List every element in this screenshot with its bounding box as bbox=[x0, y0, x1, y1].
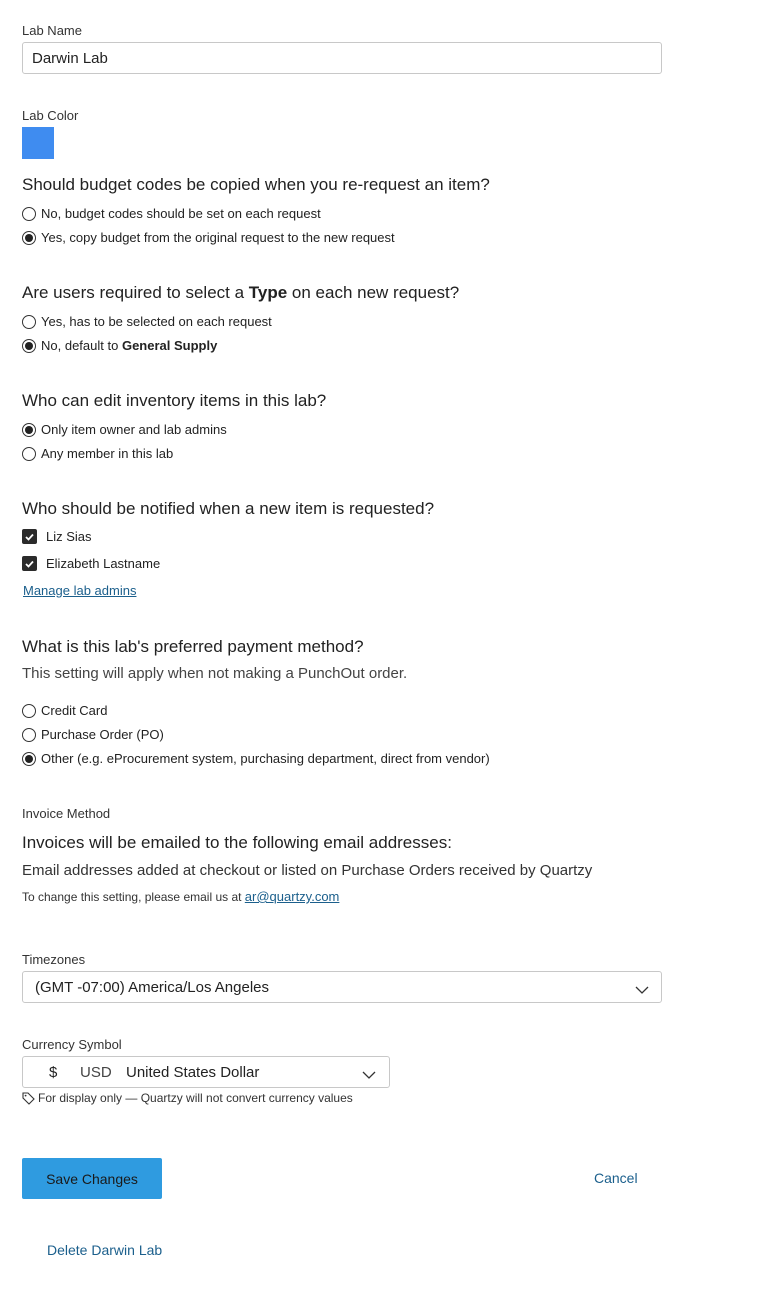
radio-selected-icon[interactable] bbox=[22, 339, 36, 353]
type-required-option-yes[interactable] bbox=[22, 314, 272, 329]
option-label: Any member in this lab bbox=[41, 446, 174, 461]
type-required-option-no[interactable] bbox=[22, 338, 217, 353]
currency-code: USD bbox=[80, 1064, 112, 1081]
radio-icon[interactable] bbox=[22, 207, 36, 221]
notify-person-liz[interactable] bbox=[22, 529, 92, 544]
radio-selected-icon[interactable] bbox=[22, 752, 36, 766]
manage-lab-admins-link[interactable]: Manage lab admins bbox=[23, 583, 137, 598]
lab-name-value: Darwin Lab bbox=[32, 49, 108, 67]
lab-name-label: Lab Name bbox=[22, 23, 82, 38]
option-label: Credit Card bbox=[41, 703, 108, 718]
radio-icon[interactable] bbox=[22, 447, 36, 461]
person-name: Elizabeth Lastname bbox=[46, 556, 161, 571]
radio-icon[interactable] bbox=[22, 315, 36, 329]
invoice-method-label: Invoice Method bbox=[22, 806, 111, 821]
payment-question: What is this lab's preferred payment method? bbox=[22, 637, 364, 656]
option-label: No, budget codes should be set on each request bbox=[41, 206, 321, 221]
question-text: on each new request? bbox=[287, 283, 460, 302]
currency-note-text: For display only — Quartzy will not convert currency values bbox=[38, 1091, 353, 1105]
person-name: Liz Sias bbox=[46, 529, 92, 544]
currency-label: Currency Symbol bbox=[22, 1037, 122, 1052]
budget-codes-option-yes[interactable] bbox=[22, 230, 395, 245]
payment-option-other[interactable] bbox=[22, 751, 490, 766]
invoice-note-text: To change this setting, please email us at bbox=[22, 890, 245, 904]
currency-symbol: $ bbox=[49, 1064, 58, 1081]
chevron-down-icon bbox=[362, 1067, 376, 1084]
currency-select[interactable] bbox=[22, 1056, 390, 1088]
save-changes-button[interactable]: Save Changes bbox=[22, 1158, 162, 1199]
question-text: Are users required to select a bbox=[22, 283, 249, 302]
inventory-edit-question: Who can edit inventory items in this lab? bbox=[22, 391, 327, 410]
inventory-edit-option-owner[interactable] bbox=[22, 422, 227, 437]
cancel-button[interactable]: Cancel bbox=[594, 1170, 638, 1186]
tag-icon bbox=[22, 1092, 35, 1105]
budget-codes-question: Should budget codes be copied when you re-request an item? bbox=[22, 175, 490, 194]
delete-lab-button[interactable]: Delete Darwin Lab bbox=[47, 1242, 163, 1258]
option-label: Yes, has to be selected on each request bbox=[41, 314, 272, 329]
payment-option-po[interactable] bbox=[22, 727, 164, 742]
timezone-select[interactable] bbox=[22, 971, 662, 1003]
lab-color-label: Lab Color bbox=[22, 108, 79, 123]
option-label-text: No, default to bbox=[41, 338, 122, 353]
invoice-email-link[interactable]: ar@quartzy.com bbox=[244, 889, 340, 904]
notify-person-elizabeth[interactable] bbox=[22, 556, 160, 571]
timezone-label: Timezones bbox=[22, 952, 86, 967]
option-label: Purchase Order (PO) bbox=[41, 727, 164, 742]
radio-icon[interactable] bbox=[22, 704, 36, 718]
option-label: Other (e.g. eProcurement system, purchasing department, direct from vendor) bbox=[41, 751, 490, 766]
payment-option-credit-card[interactable] bbox=[22, 703, 107, 718]
type-required-question bbox=[22, 283, 459, 303]
payment-subtitle: This setting will apply when not making a PunchOut order. bbox=[22, 665, 408, 682]
radio-selected-icon[interactable] bbox=[22, 423, 36, 437]
radio-icon[interactable] bbox=[22, 728, 36, 742]
budget-codes-option-no[interactable] bbox=[22, 206, 321, 221]
invoice-heading: Invoices will be emailed to the following email addresses: bbox=[22, 833, 452, 852]
inventory-edit-option-any[interactable] bbox=[22, 446, 173, 461]
invoice-note bbox=[22, 889, 339, 904]
timezone-value: (GMT -07:00) America/Los Angeles bbox=[35, 978, 269, 996]
currency-name: United States Dollar bbox=[126, 1064, 260, 1081]
notify-question: Who should be notified when a new item is requested? bbox=[22, 499, 435, 518]
lab-name-input[interactable] bbox=[22, 42, 662, 74]
radio-selected-icon[interactable] bbox=[22, 231, 36, 245]
currency-note bbox=[22, 1091, 353, 1105]
lab-color-swatch[interactable] bbox=[22, 127, 54, 159]
option-label: Only item owner and lab admins bbox=[41, 422, 227, 437]
chevron-down-icon bbox=[635, 982, 649, 999]
option-label bbox=[41, 338, 217, 353]
checkbox-checked-icon[interactable] bbox=[22, 529, 37, 544]
checkbox-checked-icon[interactable] bbox=[22, 556, 37, 571]
option-label: Yes, copy budget from the original request to the new request bbox=[41, 230, 395, 245]
question-bold-text: Type bbox=[248, 283, 288, 302]
option-label-bold: General Supply bbox=[121, 338, 218, 353]
invoice-description: Email addresses added at checkout or listed on Purchase Orders received by Quartzy bbox=[22, 862, 593, 879]
